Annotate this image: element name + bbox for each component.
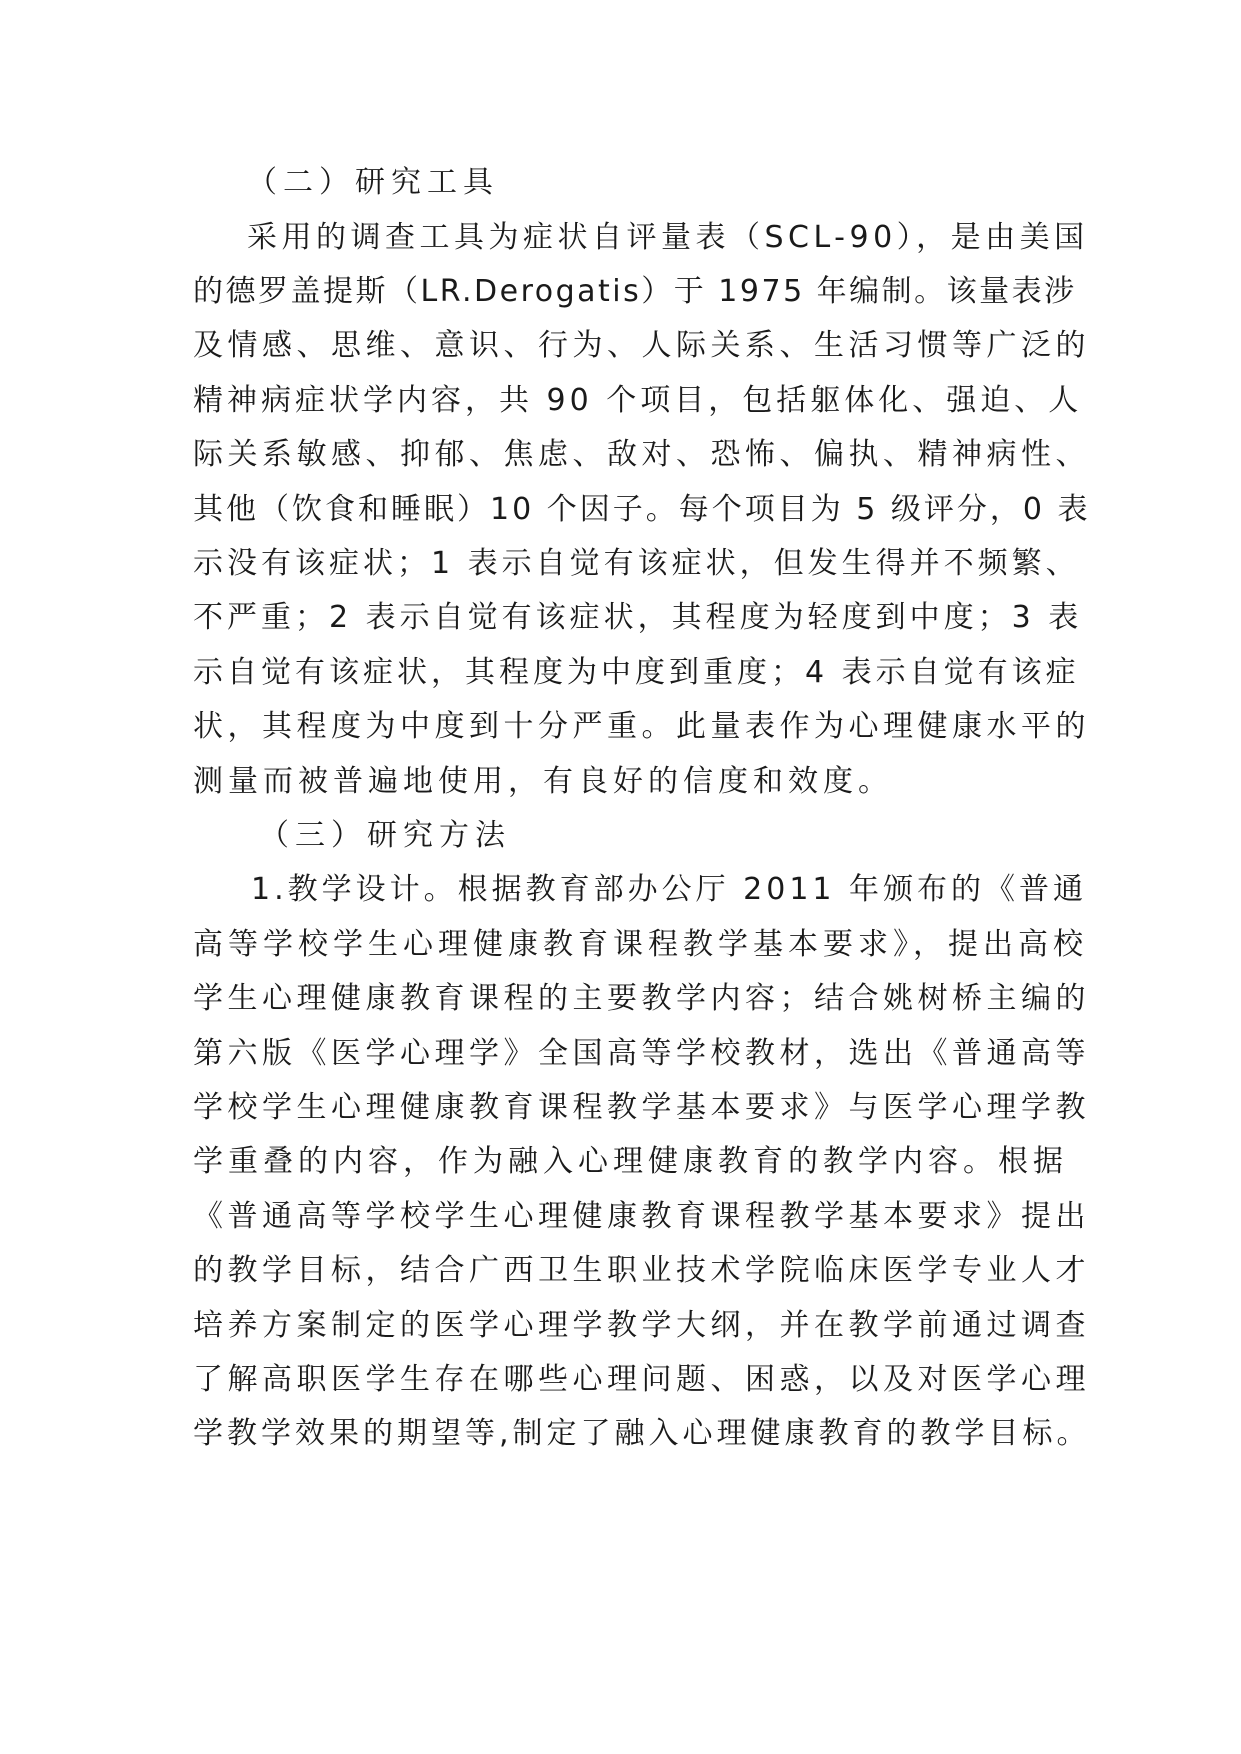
paragraph-line: 学校学生心理健康教育课程教学基本要求》与医学心理学教 (193, 1090, 1090, 1125)
paragraph-line: 不严重；2 表示自觉有该症状，其程度为轻度到中度；3 表 (193, 600, 1083, 635)
paragraph-line: 高等学校学生心理健康教育课程教学基本要求》，提出高校 (193, 927, 1088, 962)
paragraph-line: 1.教学设计。根据教育部办公厅 2011 年颁布的《普通 (251, 872, 1088, 907)
paragraph-line: 了解高职医学生存在哪些心理问题、困惑，以及对医学心理 (193, 1362, 1090, 1397)
paragraph-line: 及情感、思维、意识、行为、人际关系、生活习惯等广泛的 (193, 328, 1090, 363)
paragraph-line: 《普通高等学校学生心理健康教育课程教学基本要求》提出 (193, 1199, 1090, 1234)
paragraph-line: 测量而被普遍地使用，有良好的信度和效度。 (193, 764, 893, 799)
paragraph-line: 其他（饮食和睡眠）10 个因子。每个项目为 5 级评分，0 表 (193, 492, 1091, 527)
paragraph-line: 示自觉有该症状，其程度为中度到重度；4 表示自觉有该症 (193, 655, 1080, 690)
paragraph-line: 采用的调查工具为症状自评量表（SCL-90），是由美国 (247, 220, 1089, 255)
paragraph-line: 学生心理健康教育课程的主要教学内容；结合姚树桥主编的 (193, 981, 1090, 1016)
paragraph-line: 精神病症状学内容，共 90 个项目，包括躯体化、强迫、人 (193, 383, 1083, 418)
paragraph-line: 的德罗盖提斯（LR.Derogatis）于 1975 年编制。该量表涉 (193, 274, 1077, 309)
paragraph-line: 学重叠的内容，作为融入心理健康教育的教学内容。根据 (193, 1144, 1068, 1179)
paragraph-line: 学教学效果的期望等,制定了融入心理健康教育的教学目标。 (193, 1416, 1091, 1451)
paragraph-line: 培养方案制定的医学心理学教学大纲，并在教学前通过调查 (193, 1308, 1090, 1343)
paragraph-line: 的教学目标，结合广西卫生职业技术学院临床医学专业人才 (193, 1253, 1090, 1288)
section-heading-research-tools: （二）研究工具 (247, 165, 499, 200)
paragraph-line: 际关系敏感、抑郁、焦虑、敌对、恐怖、偏执、精神病性、 (193, 437, 1090, 472)
paragraph-line: 状，其程度为中度到十分严重。此量表作为心理健康水平的 (193, 709, 1090, 744)
paragraph-line: 第六版《医学心理学》全国高等学校教材，选出《普通高等 (193, 1036, 1090, 1071)
section-heading-research-methods: （三）研究方法 (259, 818, 511, 853)
paragraph-line: 示没有该症状；1 表示自觉有该症状，但发生得并不频繁、 (193, 546, 1080, 581)
